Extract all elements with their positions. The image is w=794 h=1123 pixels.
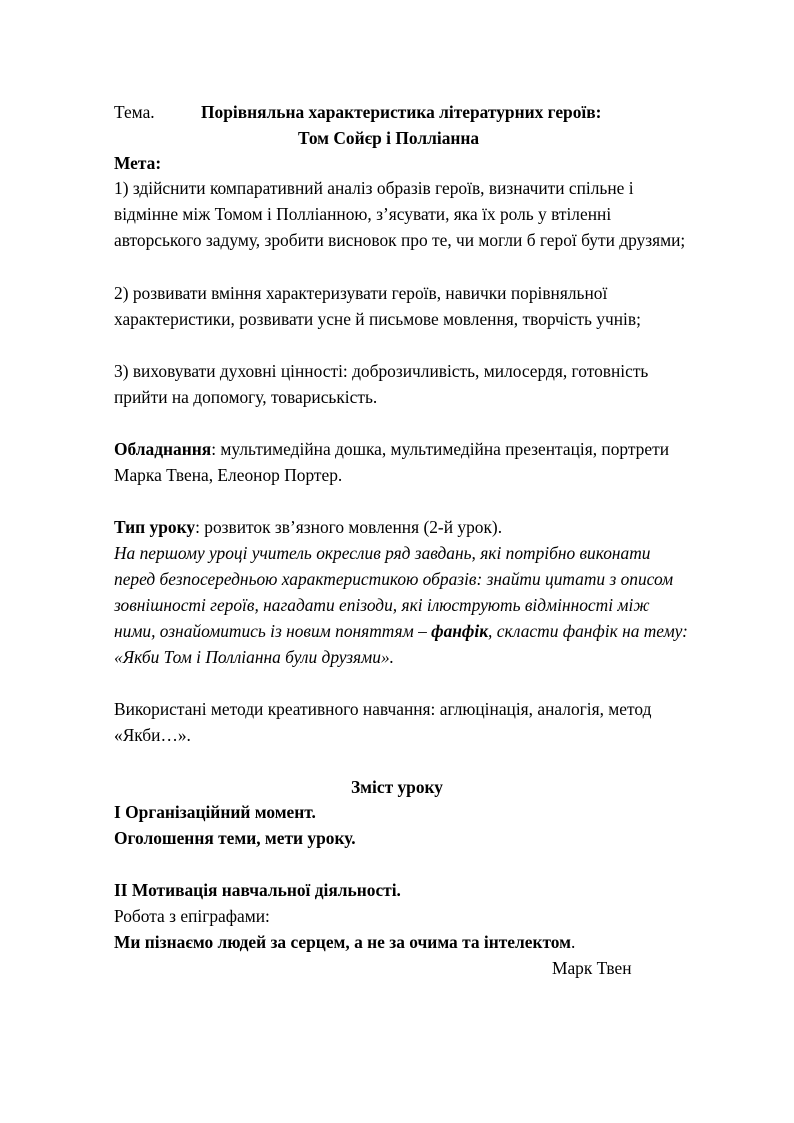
lesson-type-line xyxy=(114,516,502,538)
goal-p1-line: відмінне між Томом і Полліанною, з’ясувати, яка їх роль у втіленні xyxy=(114,204,612,224)
lesson-type-label: Тип уроку xyxy=(114,517,196,537)
goal-p2-line: характеристики, розвивати усне й письмове мовлення, творчість учнів; xyxy=(114,309,641,329)
theme-label: Тема. xyxy=(114,102,155,122)
content-heading: Зміст уроку xyxy=(351,777,443,797)
section1-heading: І Організаційний момент. xyxy=(114,802,316,822)
methods-line2: «Якби…». xyxy=(114,725,191,745)
goal-p1-line: авторського задуму, зробити висновок про те, чи могли б герої бути друзями; xyxy=(114,230,686,250)
epigraph-line xyxy=(114,931,575,953)
equipment-label: Обладнання xyxy=(114,439,212,459)
theme-title-line1: Порівняльна характеристика літературних героїв: xyxy=(201,102,602,122)
lesson-note-text: , скласти фанфік на тему: xyxy=(488,621,688,641)
goal-heading: Мета: xyxy=(114,153,162,173)
epigraph-end: . xyxy=(571,932,576,952)
goal-p2-line: 2) розвивати вміння характеризувати героїв, навички порівняльної xyxy=(114,283,608,303)
lesson-note-text: ними, ознайомитись із новим поняттям – xyxy=(114,621,432,641)
equipment-text: : мультимедійна дошка, мультимедійна презентація, портрети xyxy=(211,439,669,459)
goal-p3-line: прийти на допомогу, товариськість. xyxy=(114,387,378,407)
section1-subheading: Оголошення теми, мети уроку. xyxy=(114,828,356,848)
lesson-note-line5: «Якби Том і Полліанна були друзями». xyxy=(114,647,394,667)
equipment-line1 xyxy=(114,438,669,460)
goal-p1-line: 1) здійснити компаративний аналіз образів героїв, визначити спільне і xyxy=(114,178,634,198)
methods-line1: Використані методи креативного навчання: аглюцінація, аналогія, метод xyxy=(114,699,652,719)
goal-p3-line: 3) виховувати духовні цінності: доброзичливість, милосердя, готовність xyxy=(114,361,649,381)
lesson-note-line: зовнішності героїв, нагадати епізоди, які ілюструють відмінності між xyxy=(114,595,650,615)
lesson-note-line4 xyxy=(114,620,688,642)
section2-heading: ІІ Мотивація навчальної діяльності. xyxy=(114,880,401,900)
equipment-line2: Марка Твена, Елеонор Портер. xyxy=(114,465,343,485)
lesson-note-line: перед безпосередньою характеристикою образів: знайти цитати з описом xyxy=(114,569,674,589)
fanfic-term: фанфік xyxy=(431,621,489,641)
section2-text: Робота з епіграфами: xyxy=(114,906,270,926)
theme-line xyxy=(114,101,155,123)
epigraph-text: Ми пізнаємо людей за серцем, а не за очима та інтелектом xyxy=(114,932,572,952)
lesson-note-line: На першому уроці учитель окреслив ряд завдань, які потрібно виконати xyxy=(114,543,651,563)
theme-title-line2: Том Сойєр і Полліанна xyxy=(298,128,480,148)
lesson-type-text: : розвиток зв’язного мовлення (2-й урок). xyxy=(195,517,503,537)
epigraph-author: Марк Твен xyxy=(552,958,632,978)
